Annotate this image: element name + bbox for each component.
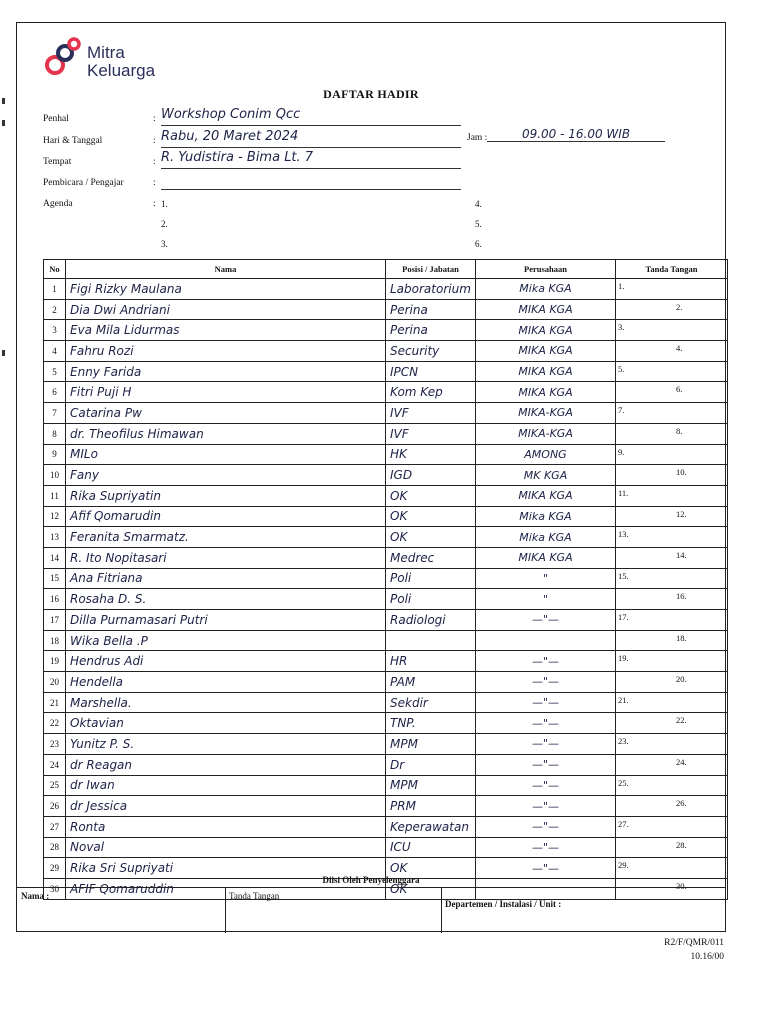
row-perusahaan: AMONG: [476, 444, 616, 465]
logo-text-line1: Mitra: [87, 43, 125, 62]
row-posisi: Kom Kep: [386, 382, 476, 403]
signature-number: 11.: [618, 487, 629, 498]
row-nama: R. Ito Nopitasari: [66, 547, 386, 568]
field-label: Pembicara / Pengajar: [43, 178, 124, 188]
margin-mark: [2, 120, 5, 126]
row-nama: Figi Rizky Maulana: [66, 279, 386, 300]
row-no: 3: [44, 320, 66, 341]
row-tanda-tangan: [616, 630, 728, 651]
row-nama: Yunitz P. S.: [66, 734, 386, 755]
row-tanda-tangan: [616, 361, 728, 382]
row-perusahaan: MIKA KGA: [476, 320, 616, 341]
row-posisi: Medrec: [386, 547, 476, 568]
signature-number: 22.: [676, 715, 687, 726]
row-nama: Feranita Smarmatz.: [66, 527, 386, 548]
agenda-item: 6.: [475, 239, 482, 249]
row-no: 26: [44, 796, 66, 817]
signature-number: 13.: [618, 529, 629, 540]
row-no: 17: [44, 610, 66, 631]
row-tanda-tangan: [616, 444, 728, 465]
row-no: 8: [44, 423, 66, 444]
row-no: 23: [44, 734, 66, 755]
table-row: [44, 485, 728, 506]
signature-number: 15.: [618, 570, 629, 581]
signature-number: 3.: [618, 322, 625, 333]
row-nama: Fitri Puji H: [66, 382, 386, 403]
header-posisi: Posisi / Jabatan: [386, 260, 476, 279]
signature-number: 20.: [676, 674, 687, 685]
row-posisi: [386, 630, 476, 651]
row-tanda-tangan: [616, 527, 728, 548]
row-posisi: Radiologi: [386, 610, 476, 631]
row-perusahaan: —"—: [476, 858, 616, 879]
table-row: [44, 547, 728, 568]
signature-number: 17.: [618, 612, 629, 622]
table-row: [44, 320, 728, 341]
signature-number: 9.: [618, 446, 625, 457]
table-row: [44, 754, 728, 775]
row-nama: dr. Theofilus Himawan: [66, 423, 386, 444]
row-posisi: IVF: [386, 423, 476, 444]
table-row: [44, 506, 728, 527]
signature-number: 1.: [618, 281, 625, 291]
row-tanda-tangan: [616, 485, 728, 506]
row-perusahaan: MIKA KGA: [476, 299, 616, 320]
row-nama: dr Jessica: [66, 796, 386, 817]
row-perusahaan: Mika KGA: [476, 279, 616, 300]
row-no: 21: [44, 692, 66, 713]
logo-text-line2: Keluarga: [87, 61, 156, 80]
row-perusahaan: —"—: [476, 713, 616, 734]
row-perusahaan: ": [476, 568, 616, 589]
table-row: [44, 444, 728, 465]
row-nama: dr Iwan: [66, 775, 386, 796]
row-tanda-tangan: [616, 837, 728, 858]
row-perusahaan: MIKA KGA: [476, 361, 616, 382]
row-posisi: TNP.: [386, 713, 476, 734]
margin-mark: [2, 98, 5, 104]
row-posisi: MPM: [386, 775, 476, 796]
field-value: 09.00 - 16.00 WIB: [487, 127, 665, 142]
row-posisi: Security: [386, 341, 476, 362]
agenda-item: 1.: [161, 199, 168, 209]
signature-number: 5.: [618, 363, 625, 374]
row-no: 29: [44, 858, 66, 879]
signature-number: 2.: [676, 301, 683, 312]
row-tanda-tangan: [616, 320, 728, 341]
row-posisi: Sekdir: [386, 692, 476, 713]
row-tanda-tangan: [616, 734, 728, 755]
row-no: 27: [44, 816, 66, 837]
row-posisi: IGD: [386, 465, 476, 486]
row-nama: Rika Sri Supriyati: [66, 858, 386, 879]
row-posisi: IPCN: [386, 361, 476, 382]
row-nama: Ronta: [66, 816, 386, 837]
row-perusahaan: Mika KGA: [476, 506, 616, 527]
row-tanda-tangan: [616, 341, 728, 362]
row-posisi: Perina: [386, 299, 476, 320]
row-nama: Rosaha D. S.: [66, 589, 386, 610]
table-row: [44, 775, 728, 796]
logo-rings-icon: [43, 35, 83, 79]
row-no: 2: [44, 299, 66, 320]
organizer-departemen: Departemen / Instalasi / Unit :: [445, 899, 562, 909]
margin-mark: [2, 350, 5, 356]
organizer-nama: Nama :: [21, 891, 50, 901]
row-tanda-tangan: [616, 672, 728, 693]
table-row: [44, 568, 728, 589]
row-nama: Oktavian: [66, 713, 386, 734]
row-posisi: OK: [386, 527, 476, 548]
row-nama: Hendella: [66, 672, 386, 693]
row-posisi: ICU: [386, 837, 476, 858]
row-perusahaan: MIKA KGA: [476, 547, 616, 568]
table-row: [44, 796, 728, 817]
row-perusahaan: —"—: [476, 610, 616, 631]
row-no: 14: [44, 547, 66, 568]
header-no: No: [44, 260, 66, 279]
row-posisi: PAM: [386, 672, 476, 693]
table-row: [44, 651, 728, 672]
header-perusahaan: Perusahaan: [476, 260, 616, 279]
mitra-keluarga-logo: [43, 35, 193, 81]
table-row: [44, 837, 728, 858]
row-tanda-tangan: [616, 568, 728, 589]
table-row: [44, 734, 728, 755]
row-no: 13: [44, 527, 66, 548]
row-perusahaan: ": [476, 589, 616, 610]
row-nama: MILo: [66, 444, 386, 465]
agenda-item: 2.: [161, 219, 168, 229]
signature-number: 26.: [676, 798, 687, 809]
row-posisi: Keperawatan: [386, 816, 476, 837]
row-nama: Dia Dwi Andriani: [66, 299, 386, 320]
row-nama: Fahru Rozi: [66, 341, 386, 362]
organizer-tanda-tangan: Tanda Tangan: [229, 891, 280, 901]
signature-number: 30.: [676, 880, 687, 891]
row-tanda-tangan: [616, 651, 728, 672]
agenda-item: 3.: [161, 239, 168, 249]
row-posisi: OK: [386, 506, 476, 527]
row-no: 24: [44, 754, 66, 775]
row-no: 30: [44, 878, 66, 899]
row-no: 11: [44, 485, 66, 506]
row-no: 5: [44, 361, 66, 382]
attendance-sheet: Mitra Keluarga DAFTAR HADIR Penhal : Workshop Conim Qcc Hari & Tanggal : Rabu, 20 Maret 2024 Jam : 09.00 - 16.00 WIB Tempat : R. Yudistira - Bima Lt. 7 Pembicara / Pengajar : Agenda : 1. 2. 3. 4. 5. 6. No Nama Posisi / Jabatan Perusahaan Tanda Tangan 1 Figi Rizky Maulana Laboratorium Mika KGA 1. 2 Dia Dwi Andriani Perina MIKA KGA 2. 3 Eva Mila Lidurmas Perina MIKA KGA 3. 4 Fahru Rozi Security MIKA KGA 4. 5 Enny Farida IPCN MIKA KGA 5. 6 Fitri Puji H Kom Kep MIKA KGA 6. 7 Catarina Pw IVF MIKA-KGA 7. 8 dr. Theofilus Himawan IVF MIKA-KGA 8. 9 MILo HK AMONG 9. 10 Fany IGD MK KGA 10. 11 Rika Supriyatin OK MIKA KGA 11. 12 Afif Qomarudin OK Mika KGA 12. 13 Feranita Smarmatz. OK Mika KGA 13. 14 R. Ito Nopitasari Medrec MIKA KGA 14. 15 Ana Fitriana Poli " 15. 16 Rosaha D. S. Poli " 16. 17 Dilla Purnamasari Putri Radiologi —"— 17. 18 Wika Bella .P 18. 19 Hendrus Adi HR —"— 19. 20 Hendella PAM —"— 20. 21 Marshella. Sekdir —"— 21. 22 Oktavian TNP. —"— 22. 23 Yunitz P. S. MPM —"— 23. 24 dr Reagan Dr —"— 24. 25 dr Iwan MPM —"— 25. 26 dr Jessica PRM —"— 26. 27 Ronta Keperawatan —"— 27. 28 Noval ICU —"— 28. 29 Rika Sri Supriyati OK —"— 29. 30 AFIF Qomaruddin OK 30. Diisi Oleh Penyelenggara Nama : Tanda Tangan Departemen / Instalasi / Unit :: [16, 22, 726, 932]
document-title: DAFTAR HADIR: [323, 87, 419, 101]
row-nama: Hendrus Adi: [66, 651, 386, 672]
row-tanda-tangan: [616, 403, 728, 424]
row-posisi: HK: [386, 444, 476, 465]
row-no: 25: [44, 775, 66, 796]
row-nama: Catarina Pw: [66, 403, 386, 424]
organizer-col-divider: [225, 887, 226, 933]
table-row: [44, 341, 728, 362]
row-posisi: MPM: [386, 734, 476, 755]
agenda-item: 5.: [475, 219, 482, 229]
row-no: 10: [44, 465, 66, 486]
row-perusahaan: —"—: [476, 775, 616, 796]
signature-number: 12.: [676, 508, 687, 519]
organizer-col-divider: [441, 887, 442, 933]
field-label: Penhal: [43, 114, 69, 124]
table-row: [44, 589, 728, 610]
row-no: 4: [44, 341, 66, 362]
row-perusahaan: —"—: [476, 837, 616, 858]
signature-number: 25.: [618, 777, 629, 788]
row-nama: dr Reagan: [66, 754, 386, 775]
row-posisi: Dr: [386, 754, 476, 775]
field-value: [161, 171, 461, 190]
row-posisi: IVF: [386, 403, 476, 424]
row-perusahaan: —"—: [476, 754, 616, 775]
row-posisi: OK: [386, 858, 476, 879]
row-no: 20: [44, 672, 66, 693]
row-posisi: HR: [386, 651, 476, 672]
row-posisi: OK: [386, 878, 476, 899]
row-no: 19: [44, 651, 66, 672]
row-tanda-tangan: [616, 423, 728, 444]
table-row: [44, 816, 728, 837]
field-jam: [467, 127, 631, 143]
signature-number: 29.: [618, 860, 629, 871]
row-no: 22: [44, 713, 66, 734]
row-tanda-tangan: [616, 610, 728, 631]
signature-number: 27.: [618, 818, 629, 829]
row-perusahaan: MIKA KGA: [476, 341, 616, 362]
row-nama: Enny Farida: [66, 361, 386, 382]
row-perusahaan: —"—: [476, 734, 616, 755]
row-posisi: PRM: [386, 796, 476, 817]
signature-number: 6.: [676, 384, 683, 395]
row-tanda-tangan: [616, 506, 728, 527]
row-nama: Fany: [66, 465, 386, 486]
document-code: R2/F/QMR/011: [664, 938, 724, 948]
field-value: R. Yudistira - Bima Lt. 7: [161, 150, 461, 169]
row-nama: Marshella.: [66, 692, 386, 713]
row-no: 12: [44, 506, 66, 527]
row-nama: AFIF Qomaruddin: [66, 878, 386, 899]
row-perusahaan: MK KGA: [476, 465, 616, 486]
row-posisi: Poli: [386, 568, 476, 589]
row-no: 6: [44, 382, 66, 403]
row-nama: Eva Mila Lidurmas: [66, 320, 386, 341]
row-tanda-tangan: [616, 713, 728, 734]
row-no: 1: [44, 279, 66, 300]
signature-number: 24.: [676, 756, 687, 767]
agenda-item: 4.: [475, 199, 482, 209]
row-posisi: Perina: [386, 320, 476, 341]
signature-number: 19.: [618, 653, 629, 664]
row-tanda-tangan: [616, 775, 728, 796]
row-tanda-tangan: [616, 299, 728, 320]
row-no: 18: [44, 630, 66, 651]
header-nama: Nama: [66, 260, 386, 279]
row-nama: Rika Supriyatin: [66, 485, 386, 506]
document-revision: 10.16/00: [690, 952, 724, 962]
field-value: Workshop Conim Qcc: [161, 107, 461, 126]
row-perusahaan: [476, 630, 616, 651]
row-nama: Dilla Purnamasari Putri: [66, 610, 386, 631]
row-no: 28: [44, 837, 66, 858]
table-row: [44, 713, 728, 734]
row-nama: Afif Qomarudin: [66, 506, 386, 527]
signature-number: 21.: [618, 694, 629, 705]
row-nama: Ana Fitriana: [66, 568, 386, 589]
table-row: [44, 465, 728, 486]
row-tanda-tangan: [616, 796, 728, 817]
row-tanda-tangan: [616, 589, 728, 610]
table-row: [44, 630, 728, 651]
organizer-divider: [17, 887, 725, 888]
table-row: [44, 692, 728, 713]
field-value: Rabu, 20 Maret 2024: [161, 129, 461, 148]
row-no: 9: [44, 444, 66, 465]
row-perusahaan: —"—: [476, 692, 616, 713]
row-no: 15: [44, 568, 66, 589]
row-tanda-tangan: [616, 754, 728, 775]
table-row: [44, 423, 728, 444]
row-posisi: OK: [386, 485, 476, 506]
table-row: [44, 403, 728, 424]
signature-number: 8.: [676, 425, 683, 436]
row-perusahaan: MIKA-KGA: [476, 423, 616, 444]
row-tanda-tangan: [616, 279, 728, 300]
row-perusahaan: MIKA KGA: [476, 382, 616, 403]
field-label: Tempat: [43, 157, 72, 167]
organizer-title: Diisi Oleh Penyelenggara: [322, 875, 420, 885]
table-row: [44, 672, 728, 693]
table-row: [44, 610, 728, 631]
signature-number: 7.: [618, 405, 625, 416]
row-tanda-tangan: [616, 465, 728, 486]
signature-number: 16.: [676, 591, 687, 602]
row-posisi: Poli: [386, 589, 476, 610]
signature-number: 14.: [676, 549, 687, 560]
table-row: [44, 527, 728, 548]
field-label: Hari & Tanggal: [43, 136, 103, 146]
row-perusahaan: —"—: [476, 796, 616, 817]
row-no: 16: [44, 589, 66, 610]
field-label: Agenda: [43, 199, 73, 209]
signature-number: 10.: [676, 467, 687, 478]
table-header-row: [44, 260, 728, 279]
row-tanda-tangan: [616, 382, 728, 403]
signature-number: 18.: [676, 632, 687, 643]
row-posisi: Laboratorium: [386, 279, 476, 300]
row-perusahaan: Mika KGA: [476, 527, 616, 548]
row-nama: Wika Bella .P: [66, 630, 386, 651]
table-row: [44, 361, 728, 382]
table-row: [44, 299, 728, 320]
row-perusahaan: —"—: [476, 672, 616, 693]
attendance-table: [43, 259, 728, 900]
row-perusahaan: —"—: [476, 651, 616, 672]
row-tanda-tangan: [616, 816, 728, 837]
header-tanda-tangan: Tanda Tangan: [616, 260, 728, 279]
table-row: [44, 279, 728, 300]
row-tanda-tangan: [616, 547, 728, 568]
row-tanda-tangan: [616, 692, 728, 713]
signature-number: 28.: [676, 839, 687, 850]
row-nama: Noval: [66, 837, 386, 858]
row-no: 7: [44, 403, 66, 424]
row-perusahaan: MIKA KGA: [476, 485, 616, 506]
signature-number: 4.: [676, 343, 683, 354]
signature-number: 23.: [618, 736, 629, 747]
row-perusahaan: —"—: [476, 816, 616, 837]
field-label: Jam :: [467, 133, 488, 143]
row-perusahaan: MIKA-KGA: [476, 403, 616, 424]
table-row: [44, 382, 728, 403]
